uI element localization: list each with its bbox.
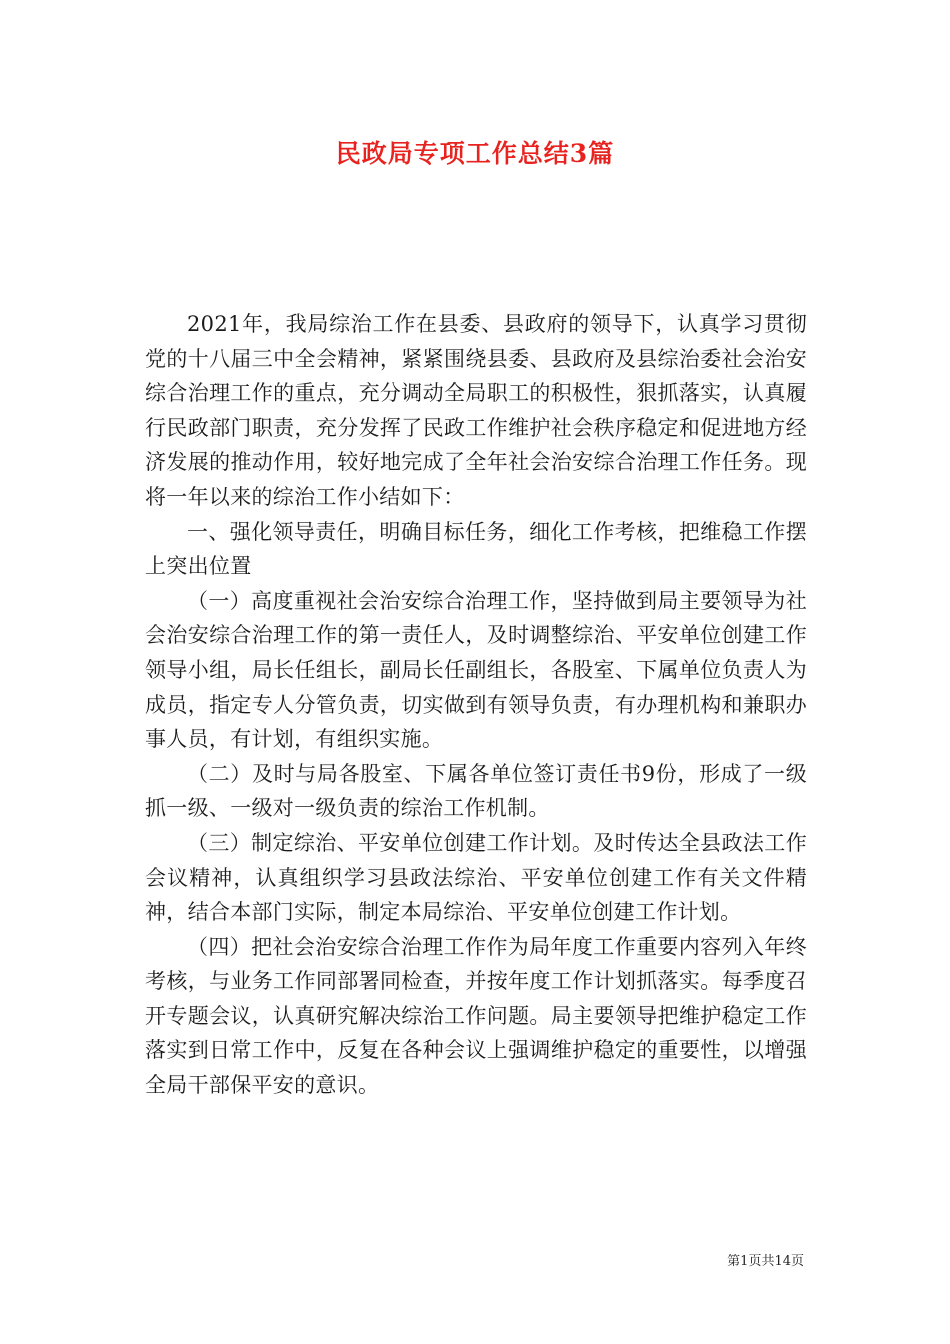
paragraph-intro: 2021年，我局综治工作在县委、县政府的领导下，认真学习贯彻党的十八届三中全会精神，紧紧围绕县委、县政府及县综治委社会治安综合治理工作的重点，充分调动全局职工的积极性，狠抓落实，认真履行民政部门职责，充分发挥了民政工作维护社会秩序稳定和促进地方经济发展的推动作用，较好地完成了全年社会治安综合治理工作任务。现将一年以来的综治工作小结如下： bbox=[145, 312, 807, 509]
paragraph-item-3: （三）制定综治、平安单位创建工作计划。及时传达全县政法工作会议精神，认真组织学习县政法综治、平安单位创建工作有关文件精神，结合本部门实际，制定本局综治、平安单位创建工作计划。 bbox=[145, 830, 807, 925]
document-title: 民政局专项工作总结3篇 bbox=[335, 139, 615, 168]
page-number-footer: 第1页共14页 bbox=[727, 1254, 804, 1269]
paragraph-item-2: （二）及时与局各股室、下属各单位签订责任书9份，形成了一级抓一级、一级对一级负责的综治工作机制。 bbox=[145, 761, 807, 821]
paragraph-item-4: （四）把社会治安综合治理工作作为局年度工作重要内容列入年终考核，与业务工作同部署同检查，并按年度工作计划抓落实。每季度召开专题会议，认真研究解决综治工作问题。局主要领导把维护稳定工作落实到日常工作中，反复在各种会议上强调维护稳定的重要性，以增强全局干部保平安的意识。 bbox=[145, 934, 807, 1098]
document-body bbox=[145, 307, 807, 1103]
paragraph-section-heading: 一、强化领导责任，明确目标任务，细化工作考核，把维稳工作摆上突出位置 bbox=[145, 519, 807, 579]
paragraph-item-1: （一）高度重视社会治安综合治理工作，坚持做到局主要领导为社会治安综合治理工作的第一责任人，及时调整综治、平安单位创建工作领导小组，局长任组长，副局长任副组长，各股室、下属单位负责人为成员，指定专人分管负责，切实做到有领导负责，有办理机构和兼职办事人员，有计划，有组织实施。 bbox=[145, 588, 807, 752]
